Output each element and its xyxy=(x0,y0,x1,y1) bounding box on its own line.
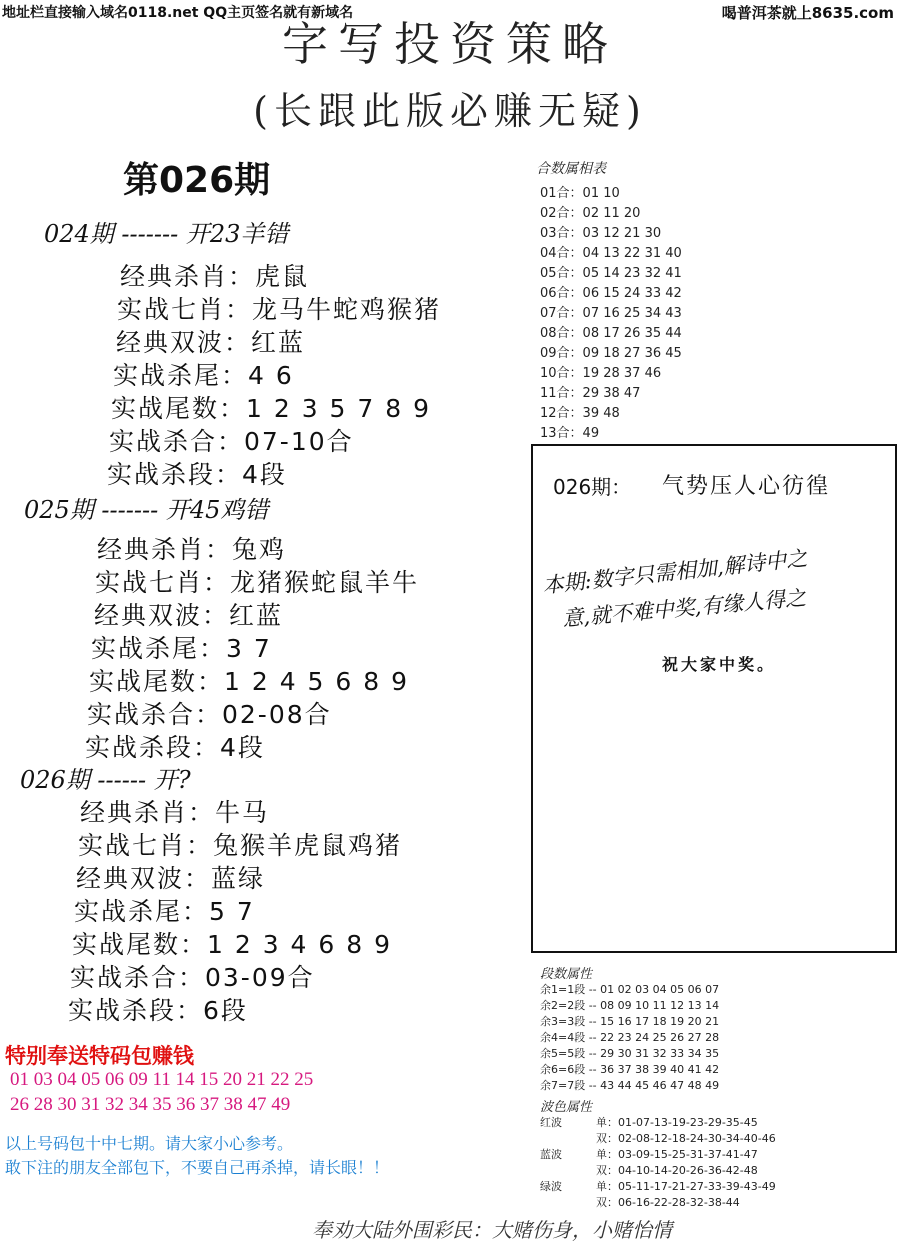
period-026-line: 实战杀合：03-09合 xyxy=(70,963,315,992)
promo-note-2: 敢下注的朋友全部包下，不要自己再杀掉，请长眼！！ xyxy=(5,1158,390,1177)
period-026-line: 实战杀段：6段 xyxy=(68,996,248,1025)
period-025-line: 实战杀尾：3 7 xyxy=(91,634,272,663)
he-row: 12合：39 48 xyxy=(540,406,620,421)
wave-green-single: 单：05-11-17-21-27-33-39-43-49 xyxy=(596,1180,776,1193)
he-table-title: 合数属相表 xyxy=(536,161,606,177)
poem-wish: 祝大家中奖。 xyxy=(662,655,777,674)
he-row: 09合：09 18 27 36 45 xyxy=(540,346,682,361)
period-024-line: 经典杀肖：虎鼠 xyxy=(120,262,310,291)
he-row: 11合：29 38 47 xyxy=(540,386,641,401)
period-025-line: 实战七肖：龙猪猴蛇鼠羊牛 xyxy=(95,568,420,597)
poem-hint-1: 本期:数字只需相加,解诗中之 xyxy=(541,546,809,598)
he-row: 04合：04 13 22 31 40 xyxy=(540,246,682,261)
top-left-notice: 地址栏直接输入域名0118.net QQ主页签名就有新域名 xyxy=(2,5,354,21)
period-024-line: 经典双波：红蓝 xyxy=(116,328,306,357)
promo-title: 特别奉送特码包赚钱 xyxy=(5,1044,194,1068)
wave-red-double: 双：02-08-12-18-24-30-34-40-46 xyxy=(596,1132,776,1145)
footer-text: 奉劝大陆外围彩民：大赌伤身，小赌怡情 xyxy=(312,1218,672,1242)
period-025-line: 经典杀肖：兔鸡 xyxy=(97,535,287,564)
he-row: 13合：49 xyxy=(540,426,600,441)
period-026-line: 实战杀尾：5 7 xyxy=(74,897,255,926)
duan-row: 余6=6段 -- 36 37 38 39 40 41 42 xyxy=(540,1063,720,1076)
wave-green-double: 双：06-16-22-28-32-38-44 xyxy=(596,1196,740,1209)
he-row: 06合：06 15 24 33 42 xyxy=(540,286,682,301)
duan-row: 余3=3段 -- 15 16 17 18 19 20 21 xyxy=(540,1015,720,1028)
period-025-line: 实战杀段：4段 xyxy=(85,733,265,762)
page-title: 字写投资策略 xyxy=(282,17,618,71)
period-025-line: 实战尾数：1 2 4 5 6 8 9 xyxy=(89,667,410,696)
duan-row: 余5=5段 -- 29 30 31 32 33 34 35 xyxy=(540,1047,720,1060)
wave-label-green: 绿波 xyxy=(540,1180,562,1193)
he-row: 08合：08 17 26 35 44 xyxy=(540,326,682,341)
he-row: 03合：03 12 21 30 xyxy=(540,226,662,241)
duan-row: 余4=4段 -- 22 23 24 25 26 27 28 xyxy=(540,1031,720,1044)
poem-box xyxy=(531,444,897,953)
period-026-head: 026期 ------ 开? xyxy=(20,766,191,794)
duan-row: 余2=2段 -- 08 09 10 11 12 13 14 xyxy=(540,999,720,1012)
duan-row: 余1=1段 -- 01 02 03 04 05 06 07 xyxy=(540,983,720,996)
he-row: 01合：01 10 xyxy=(540,186,620,201)
promo-numbers-1: 01 03 04 05 06 09 11 14 15 20 21 22 25 xyxy=(10,1069,314,1090)
he-row: 02合：02 11 20 xyxy=(540,206,641,221)
period-024-line: 实战杀合：07-10合 xyxy=(109,427,354,456)
period-025-line: 实战杀合：02-08合 xyxy=(87,700,332,729)
top-right-notice: 喝普洱茶就上8635.com xyxy=(721,4,894,22)
duan-row: 余7=7段 -- 43 44 45 46 47 48 49 xyxy=(540,1079,720,1092)
wave-red-single: 单：01-07-13-19-23-29-35-45 xyxy=(596,1116,758,1129)
poem-hint-2: 意,就不难中奖,有缘人得之 xyxy=(561,585,807,631)
he-row: 07合：07 16 25 34 43 xyxy=(540,306,682,321)
period-024-line: 实战杀段：4段 xyxy=(107,460,287,489)
wave-blue-double: 双：04-10-14-20-26-36-42-48 xyxy=(596,1164,758,1177)
period-026-line: 经典杀肖：牛马 xyxy=(80,798,270,827)
period-024-head: 024期 ------- 开23羊错 xyxy=(44,220,289,248)
wave-blue-single: 单：03-09-15-25-31-37-41-47 xyxy=(596,1148,758,1161)
wave-table-title: 波色属性 xyxy=(540,1100,593,1115)
period-026-line: 经典双波：蓝绿 xyxy=(76,864,266,893)
wave-label-red: 红波 xyxy=(540,1116,562,1129)
poem-issue: 026期： xyxy=(553,475,632,499)
duan-table-title: 段数属性 xyxy=(540,967,593,982)
poem-text: 气势压人心彷徨 xyxy=(662,474,831,499)
period-026-line: 实战七肖：兔猴羊虎鼠鸡猪 xyxy=(78,831,403,860)
promo-numbers-2: 26 28 30 31 32 34 35 36 37 38 47 49 xyxy=(10,1094,291,1115)
page-subtitle: (长跟此版必赚无疑) xyxy=(253,89,647,133)
period-024-line: 实战尾数：1 2 3 5 7 8 9 xyxy=(111,394,432,423)
period-025-line: 经典双波：红蓝 xyxy=(94,601,284,630)
wave-label-blue: 蓝波 xyxy=(540,1148,562,1161)
period-024-line: 实战杀尾：4 6 xyxy=(113,361,294,390)
period-025-head: 025期 ------- 开45鸡错 xyxy=(24,496,269,524)
period-024-line: 实战七肖：龙马牛蛇鸡猴猪 xyxy=(117,295,442,324)
promo-note-1: 以上号码包十中七期。请大家小心参考。 xyxy=(5,1134,294,1153)
he-row: 05合：05 14 23 32 41 xyxy=(540,266,682,281)
he-row: 10合：19 28 37 46 xyxy=(540,366,662,381)
period-026-line: 实战尾数：1 2 3 4 6 8 9 xyxy=(72,930,393,959)
issue-title: 第026期 xyxy=(123,160,271,201)
